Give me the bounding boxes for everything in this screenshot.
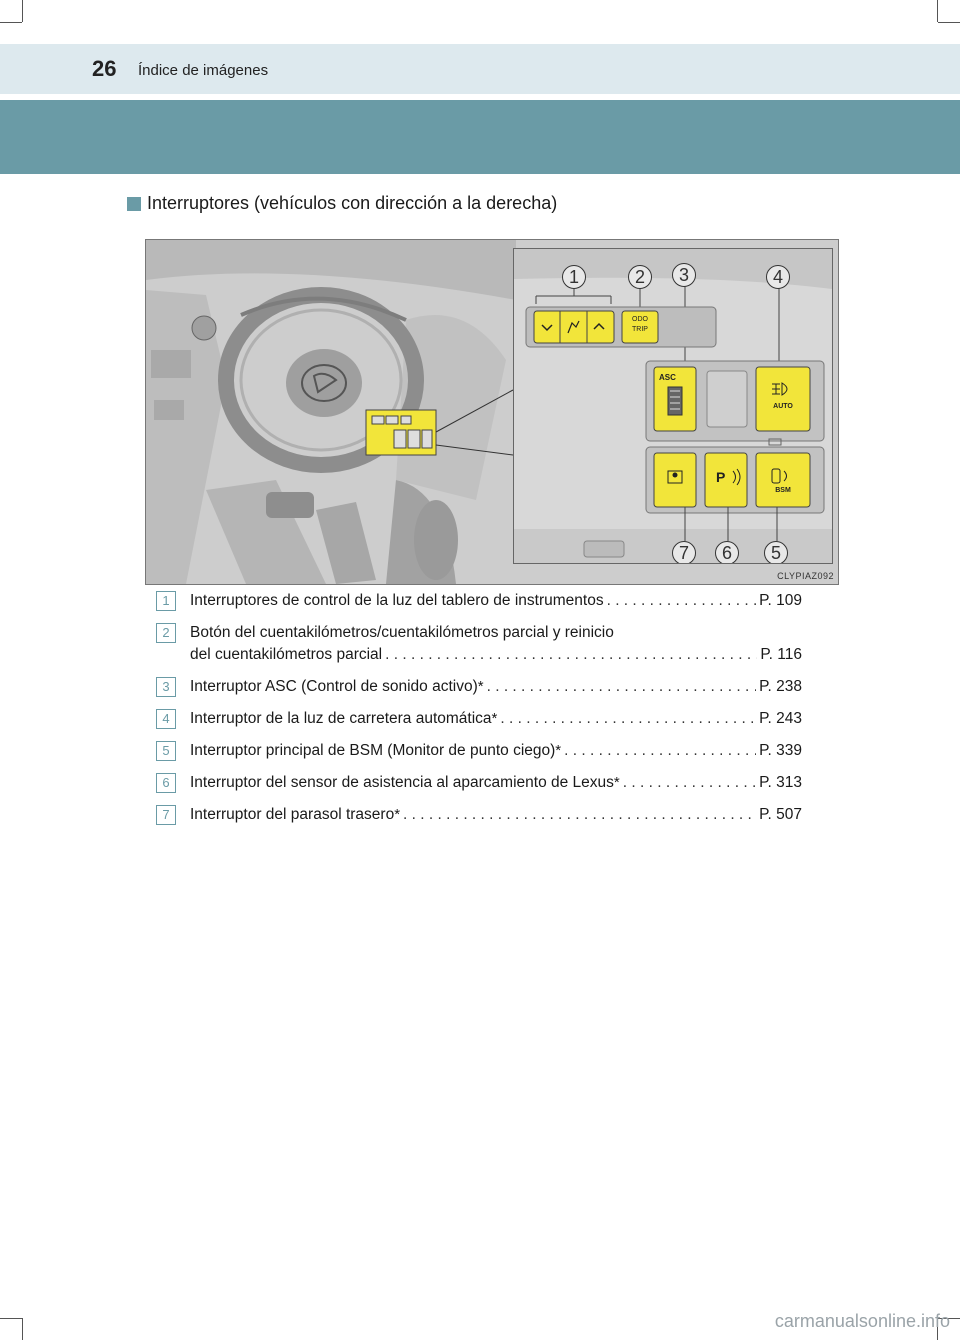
section-title	[127, 193, 557, 214]
header-band	[0, 100, 960, 174]
bsm-label: BSM	[775, 487, 791, 494]
callout-3: 3	[672, 263, 696, 287]
callout-6: 6	[715, 541, 739, 564]
leader-dots	[385, 644, 757, 666]
callout-2: 2	[628, 265, 652, 289]
item-number: 5	[156, 741, 176, 761]
watermark: carmanualsonline.info	[774, 1311, 950, 1331]
switch-illustration	[145, 239, 839, 585]
callout-5: 5	[764, 541, 788, 564]
leader-dots	[500, 708, 756, 730]
leader-dots	[403, 804, 756, 826]
page-reference[interactable]: P. 507	[759, 806, 802, 823]
running-title: Índice de imágenes	[138, 62, 269, 79]
list-item	[156, 622, 802, 666]
asc-label: ASC	[659, 373, 676, 382]
crop-mark	[22, 1318, 23, 1340]
list-item	[156, 590, 802, 612]
section-square-icon	[127, 197, 141, 211]
crop-mark	[0, 22, 22, 23]
p-label: P	[716, 469, 726, 485]
item-number: 3	[156, 677, 176, 697]
page-reference[interactable]: P. 116	[760, 646, 802, 663]
callout-1: 1	[562, 265, 586, 289]
item-number: 1	[156, 591, 176, 611]
list-item: 6 Interruptor del sensor de asistencia al aparcamiento de Lexus * . . . P. 313	[156, 772, 802, 794]
page-reference[interactable]: P. 243	[759, 710, 802, 727]
odo-label: ODO	[632, 316, 648, 323]
item-text: Interruptor ASC (Control de sonido activo)	[190, 678, 478, 695]
item-text: Interruptor del sensor de asistencia al aparcamiento de Lexus	[190, 774, 614, 791]
item-text: del cuentakilómetros parcial	[190, 646, 383, 663]
item-number: 7	[156, 805, 176, 825]
switch-detail-inset	[513, 248, 833, 564]
list-item: 7 Interruptor del parasol trasero * . . . P. 507	[156, 804, 802, 826]
crop-mark	[937, 0, 938, 22]
item-number: 2	[156, 623, 176, 643]
page-reference[interactable]: P. 109	[759, 592, 802, 609]
item-number: 4	[156, 709, 176, 729]
item-list	[156, 590, 802, 836]
trip-label: TRIP	[632, 326, 648, 333]
item-number: 6	[156, 773, 176, 793]
list-item: 5 Interruptor principal de BSM (Monitor de punto ciego) * . . . P. 339	[156, 740, 802, 762]
auto-label: AUTO	[773, 403, 793, 410]
figure-code: CLYPIAZ092	[777, 571, 834, 581]
page-reference[interactable]: P. 238	[759, 678, 802, 695]
item-text: Interruptor principal de BSM (Monitor de punto ciego)	[190, 742, 556, 759]
list-item: 3 Interruptor ASC (Control de sonido activo) * . . . P. 238	[156, 676, 802, 698]
crop-mark	[0, 1318, 22, 1319]
page-reference[interactable]: P. 313	[759, 774, 802, 791]
item-text-line1: Botón del cuentakilómetros/cuentakilómetros parcial y reinicio	[190, 624, 614, 641]
leader-dots	[487, 676, 757, 698]
section-title-text: Interruptores (vehículos con dirección a la derecha)	[147, 193, 558, 213]
callout-7: 7	[672, 541, 696, 564]
crop-mark	[22, 0, 23, 22]
leader-dots	[607, 590, 757, 612]
callout-4: 4	[766, 265, 790, 289]
crop-mark	[938, 22, 960, 23]
list-item: 4 Interruptor de la luz de carretera automática * . . . P. 243	[156, 708, 802, 730]
item-text: Interruptores de control de la luz del tablero de instrumentos	[190, 592, 604, 609]
leader-dots	[564, 740, 756, 762]
page-number: 26	[92, 56, 117, 81]
page-reference[interactable]: P. 339	[759, 742, 802, 759]
item-text: Interruptor de la luz de carretera automática	[190, 710, 492, 727]
leader-dots	[623, 772, 756, 794]
item-text: Interruptor del parasol trasero	[190, 806, 395, 823]
